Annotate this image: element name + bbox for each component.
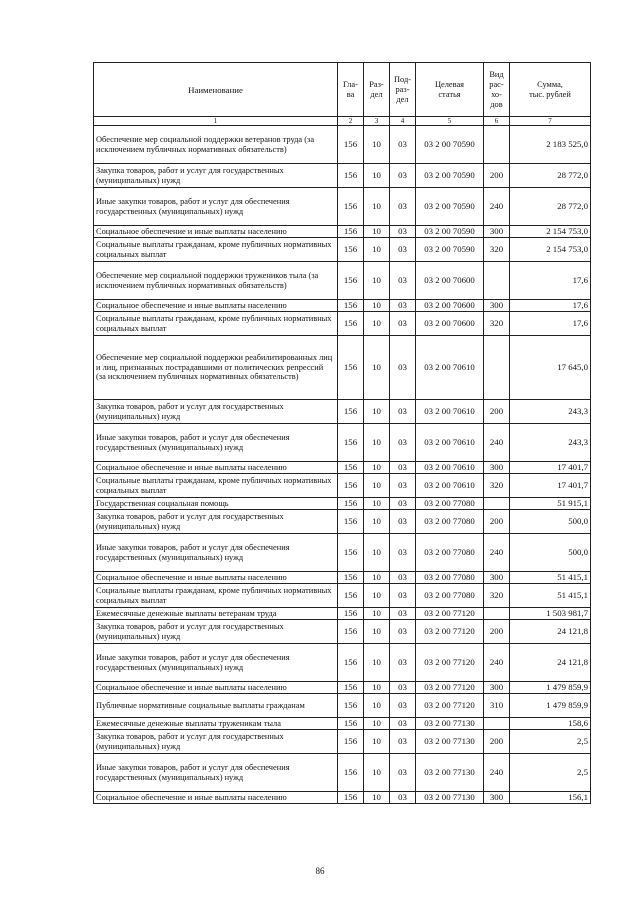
cell-expense-type: 320	[484, 238, 510, 262]
cell-sum: 1 479 859,9	[510, 682, 591, 694]
cell-sum: 2,5	[510, 730, 591, 754]
cell-section: 10	[364, 238, 390, 262]
table-row	[94, 188, 591, 226]
cell-section: 10	[364, 262, 390, 300]
cell-chapter: 156	[338, 262, 364, 300]
cell-sum: 28 772,0	[510, 188, 591, 226]
cell-target: 03 2 00 70610	[416, 336, 484, 400]
header-chapter: Гла- ва	[338, 63, 364, 117]
cell-name: Социальные выплаты гражданам, кроме публичных нормативных социальных выплат	[94, 238, 338, 262]
cell-section: 10	[364, 226, 390, 238]
cell-subsection: 03	[390, 336, 416, 400]
cell-subsection: 03	[390, 312, 416, 336]
cell-subsection: 03	[390, 694, 416, 718]
column-number: 2	[338, 117, 364, 126]
cell-section: 10	[364, 730, 390, 754]
cell-target: 03 2 00 70590	[416, 226, 484, 238]
cell-section: 10	[364, 400, 390, 424]
cell-subsection: 03	[390, 226, 416, 238]
cell-subsection: 03	[390, 400, 416, 424]
cell-target: 03 2 00 70590	[416, 126, 484, 164]
cell-name: Социальное обеспечение и иные выплаты населению	[94, 572, 338, 584]
cell-target: 03 2 00 70600	[416, 262, 484, 300]
cell-target: 03 2 00 77080	[416, 534, 484, 572]
cell-expense-type: 200	[484, 164, 510, 188]
cell-section: 10	[364, 608, 390, 620]
page-number: 86	[315, 866, 325, 876]
cell-chapter: 156	[338, 300, 364, 312]
column-number: 7	[510, 117, 591, 126]
table-row	[94, 462, 591, 474]
cell-sum: 17,6	[510, 300, 591, 312]
cell-target: 03 2 00 77130	[416, 754, 484, 792]
cell-name: Иные закупки товаров, работ и услуг для обеспечения государственных (муниципальных) нужд	[94, 188, 338, 226]
cell-sum: 17,6	[510, 262, 591, 300]
header-sum: Сумма, тыс. рублей	[510, 63, 591, 117]
cell-expense-type	[484, 336, 510, 400]
cell-chapter: 156	[338, 792, 364, 804]
cell-section: 10	[364, 188, 390, 226]
cell-subsection: 03	[390, 534, 416, 572]
cell-name: Государственная социальная помощь	[94, 498, 338, 510]
cell-sum: 17 401,7	[510, 474, 591, 498]
header-expense-type: Вид рас- хо- дов	[484, 63, 510, 117]
cell-subsection: 03	[390, 754, 416, 792]
cell-target: 03 2 00 70610	[416, 400, 484, 424]
table-row	[94, 126, 591, 164]
cell-name: Социальные выплаты гражданам, кроме публичных нормативных социальных выплат	[94, 584, 338, 608]
cell-section: 10	[364, 644, 390, 682]
cell-target: 03 2 00 77120	[416, 644, 484, 682]
cell-subsection: 03	[390, 608, 416, 620]
cell-section: 10	[364, 534, 390, 572]
cell-section: 10	[364, 126, 390, 164]
cell-sum: 1 479 859,9	[510, 694, 591, 718]
cell-chapter: 156	[338, 498, 364, 510]
cell-subsection: 03	[390, 718, 416, 730]
cell-sum: 156,1	[510, 792, 591, 804]
header-target: Целевая статья	[416, 63, 484, 117]
cell-expense-type	[484, 718, 510, 730]
table-row	[94, 718, 591, 730]
cell-name: Закупка товаров, работ и услуг для государственных (муниципальных) нужд	[94, 620, 338, 644]
cell-subsection: 03	[390, 730, 416, 754]
cell-sum: 51 415,1	[510, 584, 591, 608]
cell-name: Обеспечение мер социальной поддержки реабилитированных лиц и лиц, признанных пострадавшими от политических репрессий (за исключением публичных нормативных обязательств)	[94, 336, 338, 400]
cell-section: 10	[364, 498, 390, 510]
cell-sum: 51 415,1	[510, 572, 591, 584]
cell-section: 10	[364, 300, 390, 312]
table-row	[94, 534, 591, 572]
cell-name: Закупка товаров, работ и услуг для государственных (муниципальных) нужд	[94, 510, 338, 534]
table-row	[94, 238, 591, 262]
cell-section: 10	[364, 510, 390, 534]
cell-subsection: 03	[390, 188, 416, 226]
cell-chapter: 156	[338, 164, 364, 188]
cell-chapter: 156	[338, 682, 364, 694]
cell-section: 10	[364, 572, 390, 584]
cell-chapter: 156	[338, 572, 364, 584]
cell-expense-type: 200	[484, 730, 510, 754]
cell-section: 10	[364, 424, 390, 462]
cell-target: 03 2 00 77120	[416, 620, 484, 644]
table-row	[94, 644, 591, 682]
cell-subsection: 03	[390, 644, 416, 682]
table-header-row	[94, 63, 591, 117]
table-row	[94, 572, 591, 584]
table-row	[94, 424, 591, 462]
cell-sum: 1 503 981,7	[510, 608, 591, 620]
cell-target: 03 2 00 70590	[416, 164, 484, 188]
table-row	[94, 754, 591, 792]
cell-expense-type	[484, 498, 510, 510]
cell-name: Ежемесячные денежные выплаты труженикам тыла	[94, 718, 338, 730]
cell-target: 03 2 00 70610	[416, 474, 484, 498]
table-row	[94, 608, 591, 620]
budget-table	[93, 62, 591, 804]
cell-subsection: 03	[390, 584, 416, 608]
table-body	[94, 126, 591, 804]
cell-name: Социальное обеспечение и иные выплаты населению	[94, 682, 338, 694]
cell-chapter: 156	[338, 238, 364, 262]
cell-target: 03 2 00 70610	[416, 424, 484, 462]
cell-chapter: 156	[338, 644, 364, 682]
cell-section: 10	[364, 584, 390, 608]
cell-name: Иные закупки товаров, работ и услуг для обеспечения государственных (муниципальных) нужд	[94, 754, 338, 792]
cell-section: 10	[364, 462, 390, 474]
cell-chapter: 156	[338, 718, 364, 730]
cell-subsection: 03	[390, 164, 416, 188]
cell-sum: 2 154 753,0	[510, 226, 591, 238]
cell-sum: 2 154 753,0	[510, 238, 591, 262]
table-row	[94, 694, 591, 718]
cell-section: 10	[364, 312, 390, 336]
cell-sum: 2,5	[510, 754, 591, 792]
header-name: Наименование	[94, 63, 338, 117]
cell-name: Обеспечение мер социальной поддержки тружеников тыла (за исключением публичных нормативных обязательств)	[94, 262, 338, 300]
cell-target: 03 2 00 77080	[416, 572, 484, 584]
table-row	[94, 474, 591, 498]
cell-sum: 17,6	[510, 312, 591, 336]
cell-target: 03 2 00 70600	[416, 312, 484, 336]
cell-name: Закупка товаров, работ и услуг для государственных (муниципальных) нужд	[94, 400, 338, 424]
budget-table-container	[93, 62, 590, 804]
cell-sum: 243,3	[510, 400, 591, 424]
table-row	[94, 792, 591, 804]
cell-expense-type: 300	[484, 792, 510, 804]
cell-subsection: 03	[390, 498, 416, 510]
cell-expense-type: 240	[484, 534, 510, 572]
cell-chapter: 156	[338, 424, 364, 462]
cell-sum: 24 121,8	[510, 644, 591, 682]
table-row	[94, 730, 591, 754]
table-row	[94, 400, 591, 424]
column-number: 4	[390, 117, 416, 126]
cell-expense-type: 200	[484, 620, 510, 644]
cell-sum: 17 645,0	[510, 336, 591, 400]
cell-sum: 158,6	[510, 718, 591, 730]
cell-subsection: 03	[390, 300, 416, 312]
cell-expense-type: 310	[484, 694, 510, 718]
table-row	[94, 226, 591, 238]
table-row	[94, 584, 591, 608]
cell-name: Социальное обеспечение и иные выплаты населению	[94, 462, 338, 474]
cell-chapter: 156	[338, 312, 364, 336]
cell-target: 03 2 00 77080	[416, 498, 484, 510]
cell-chapter: 156	[338, 584, 364, 608]
cell-target: 03 2 00 77130	[416, 730, 484, 754]
cell-expense-type: 320	[484, 312, 510, 336]
cell-target: 03 2 00 77130	[416, 792, 484, 804]
cell-name: Закупка товаров, работ и услуг для государственных (муниципальных) нужд	[94, 164, 338, 188]
cell-subsection: 03	[390, 572, 416, 584]
cell-expense-type	[484, 608, 510, 620]
cell-subsection: 03	[390, 620, 416, 644]
cell-expense-type	[484, 126, 510, 164]
cell-sum: 17 401,7	[510, 462, 591, 474]
table-row	[94, 262, 591, 300]
cell-chapter: 156	[338, 462, 364, 474]
cell-chapter: 156	[338, 620, 364, 644]
cell-name: Социальное обеспечение и иные выплаты населению	[94, 792, 338, 804]
cell-subsection: 03	[390, 262, 416, 300]
column-number: 5	[416, 117, 484, 126]
cell-chapter: 156	[338, 754, 364, 792]
cell-section: 10	[364, 694, 390, 718]
cell-expense-type: 240	[484, 754, 510, 792]
cell-subsection: 03	[390, 682, 416, 694]
table-row	[94, 336, 591, 400]
header-subsection: Под- раз- дел	[390, 63, 416, 117]
cell-subsection: 03	[390, 474, 416, 498]
cell-subsection: 03	[390, 462, 416, 474]
table-row	[94, 498, 591, 510]
cell-section: 10	[364, 792, 390, 804]
cell-expense-type: 240	[484, 188, 510, 226]
cell-expense-type: 200	[484, 400, 510, 424]
table-row	[94, 510, 591, 534]
table-row	[94, 620, 591, 644]
cell-section: 10	[364, 754, 390, 792]
cell-section: 10	[364, 336, 390, 400]
cell-name: Иные закупки товаров, работ и услуг для обеспечения государственных (муниципальных) нужд	[94, 644, 338, 682]
cell-sum: 500,0	[510, 534, 591, 572]
cell-expense-type: 240	[484, 424, 510, 462]
cell-name: Социальные выплаты гражданам, кроме публичных нормативных социальных выплат	[94, 474, 338, 498]
cell-chapter: 156	[338, 226, 364, 238]
cell-chapter: 156	[338, 400, 364, 424]
table-row	[94, 682, 591, 694]
cell-target: 03 2 00 77080	[416, 510, 484, 534]
cell-expense-type: 240	[484, 644, 510, 682]
cell-target: 03 2 00 77120	[416, 682, 484, 694]
cell-target: 03 2 00 77120	[416, 608, 484, 620]
cell-target: 03 2 00 77130	[416, 718, 484, 730]
cell-section: 10	[364, 164, 390, 188]
cell-expense-type: 300	[484, 226, 510, 238]
cell-section: 10	[364, 682, 390, 694]
cell-chapter: 156	[338, 336, 364, 400]
cell-name: Социальные выплаты гражданам, кроме публичных нормативных социальных выплат	[94, 312, 338, 336]
cell-sum: 51 915,1	[510, 498, 591, 510]
cell-target: 03 2 00 77080	[416, 584, 484, 608]
cell-section: 10	[364, 474, 390, 498]
cell-name: Иные закупки товаров, работ и услуг для обеспечения государственных (муниципальных) нужд	[94, 534, 338, 572]
column-number: 1	[94, 117, 338, 126]
cell-expense-type: 300	[484, 462, 510, 474]
cell-sum: 500,0	[510, 510, 591, 534]
cell-name: Иные закупки товаров, работ и услуг для обеспечения государственных (муниципальных) нужд	[94, 424, 338, 462]
cell-target: 03 2 00 70600	[416, 300, 484, 312]
cell-sum: 24 121,8	[510, 620, 591, 644]
cell-sum: 243,3	[510, 424, 591, 462]
table-row	[94, 164, 591, 188]
cell-subsection: 03	[390, 126, 416, 164]
cell-chapter: 156	[338, 510, 364, 534]
column-number-row	[94, 117, 591, 126]
cell-expense-type: 300	[484, 572, 510, 584]
cell-name: Социальное обеспечение и иные выплаты населению	[94, 300, 338, 312]
cell-subsection: 03	[390, 792, 416, 804]
cell-expense-type: 300	[484, 300, 510, 312]
cell-sum: 28 772,0	[510, 164, 591, 188]
cell-name: Ежемесячные денежные выплаты ветеранам труда	[94, 608, 338, 620]
cell-expense-type: 300	[484, 682, 510, 694]
cell-chapter: 156	[338, 474, 364, 498]
cell-name: Социальное обеспечение и иные выплаты населению	[94, 226, 338, 238]
cell-subsection: 03	[390, 510, 416, 534]
cell-chapter: 156	[338, 188, 364, 226]
cell-subsection: 03	[390, 238, 416, 262]
cell-target: 03 2 00 70590	[416, 188, 484, 226]
cell-section: 10	[364, 620, 390, 644]
cell-target: 03 2 00 70590	[416, 238, 484, 262]
cell-expense-type: 320	[484, 584, 510, 608]
cell-chapter: 156	[338, 126, 364, 164]
cell-chapter: 156	[338, 730, 364, 754]
header-section: Раз- дел	[364, 63, 390, 117]
cell-expense-type: 200	[484, 510, 510, 534]
column-number: 3	[364, 117, 390, 126]
cell-chapter: 156	[338, 608, 364, 620]
table-row	[94, 312, 591, 336]
cell-name: Закупка товаров, работ и услуг для государственных (муниципальных) нужд	[94, 730, 338, 754]
cell-subsection: 03	[390, 424, 416, 462]
cell-expense-type: 320	[484, 474, 510, 498]
cell-chapter: 156	[338, 694, 364, 718]
cell-expense-type	[484, 262, 510, 300]
cell-target: 03 2 00 77120	[416, 694, 484, 718]
cell-target: 03 2 00 70610	[416, 462, 484, 474]
cell-section: 10	[364, 718, 390, 730]
cell-chapter: 156	[338, 534, 364, 572]
column-number: 6	[484, 117, 510, 126]
cell-sum: 2 183 525,0	[510, 126, 591, 164]
cell-name: Обеспечение мер социальной поддержки ветеранов труда (за исключением публичных нормативных обязательств)	[94, 126, 338, 164]
cell-name: Публичные нормативные социальные выплаты гражданам	[94, 694, 338, 718]
table-row	[94, 300, 591, 312]
